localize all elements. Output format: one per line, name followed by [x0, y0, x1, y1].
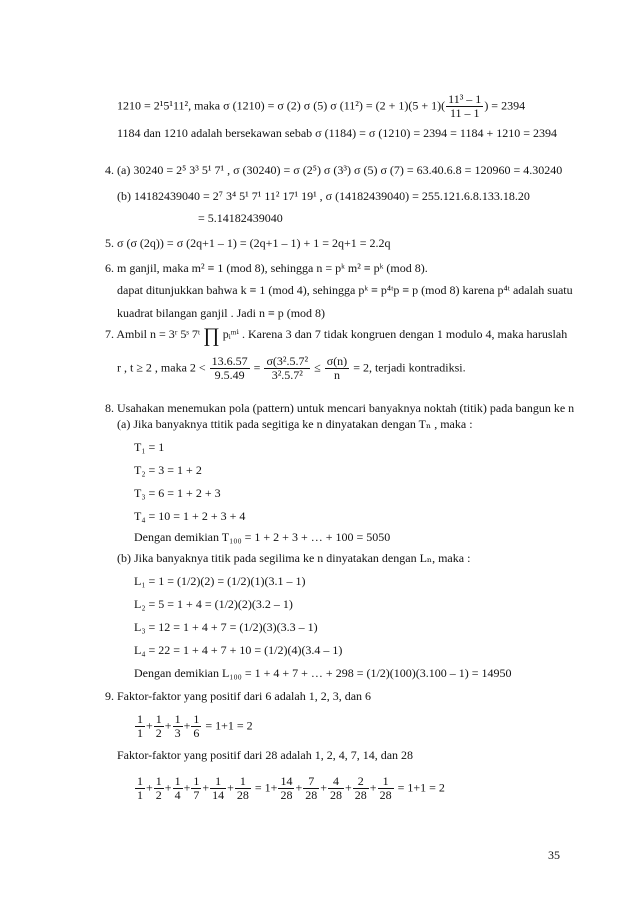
numerator: 2 [353, 775, 369, 789]
item-5: 5. σ (σ (2q)) = σ (2q+1 – 1) = (2q+1 – 1) + 1 = 2q+1 = 2.2q [105, 236, 391, 250]
item-6-line3: kuadrat bilangan ganjil . Jadi n ≡ p (mod 8) [117, 306, 326, 320]
fraction [173, 713, 183, 740]
denominator: 6 [193, 726, 200, 740]
product-symbol: ∏ [203, 324, 220, 347]
l2: L₂ = 5 = 1 + 4 = (1/2)(2)(3.2 – 1) [134, 597, 293, 611]
denominator: 28 [280, 788, 293, 802]
text: ≤ [314, 360, 321, 375]
denominator: 2 [155, 726, 162, 740]
numerator: 1 [137, 712, 143, 726]
item-6: 6. m ganjil, maka m² ≡ 1 (mod 8), sehingga n = pᵏ m² ≡ pᵏ (mod 8). [105, 261, 428, 275]
fraction [191, 713, 201, 740]
fraction [446, 93, 483, 120]
numerator: 1 [235, 775, 251, 789]
text: = 1+1 = 2 [397, 780, 445, 795]
l3: L₃ = 12 = 1 + 4 + 7 = (1/2)(3)(3.3 – 1) [134, 620, 318, 634]
item-7-line2 [117, 355, 466, 382]
fraction [353, 775, 369, 802]
numerator: 1 [155, 712, 162, 726]
page-number: 35 [548, 848, 560, 862]
numerator: 1 [210, 775, 226, 789]
item-8a: (a) Jika banyaknya ttitik pada segitiga ke n dinyatakan dengan Tₙ , maka : [117, 417, 473, 431]
denominator: 28 [354, 788, 367, 802]
denominator: n [333, 368, 340, 382]
fraction [303, 775, 319, 802]
t3: T₃ = 6 = 1 + 2 + 3 [134, 486, 221, 500]
t4: T₄ = 10 = 1 + 2 + 3 + 4 [134, 509, 246, 523]
denominator: 1 [137, 788, 143, 802]
fraction [264, 355, 310, 382]
denominator: 9.5.49 [214, 368, 245, 382]
fraction [378, 775, 394, 802]
item-6-line2: dapat ditunjukkan bahwa k ≡ 1 (mod 4), sehingga pᵏ ≡ p⁴ᵗp ≡ p (mod 8) karena p⁴ᵗ adalah suatu [117, 283, 573, 297]
line-1210-sigma [117, 93, 525, 120]
fraction [154, 775, 164, 802]
item-4b: (b) 14182439040 = 2⁷ 3⁴ 5¹ 7¹ 11² 17¹ 19¹ , σ (14182439040) = 255.121.6.8.133.18.20 [117, 189, 530, 203]
l1: L₁ = 1 = (1/2)(2) = (1/2)(1)(3.1 – 1) [134, 574, 306, 588]
denominator: 4 [174, 788, 181, 802]
denominator: 3².5.7² [271, 368, 303, 382]
item-4b-result: = 5.14182439040 [198, 211, 283, 225]
numerator: 1 [174, 712, 181, 726]
l4: L₄ = 22 = 1 + 4 + 7 + 10 = (1/2)(4)(3.4 – 1) [134, 643, 343, 657]
numerator: 11³ – 1 [448, 92, 482, 106]
fraction [235, 775, 251, 802]
item-4a: 4. (a) 30240 = 2⁵ 3³ 5¹ 7¹ , σ (30240) = σ (2⁵) σ (3³) σ (5) σ (7) = 63.40.6.8 = 120960 = 4.30240 [105, 163, 563, 177]
denominator: 28 [330, 788, 343, 802]
numerator: 13.6.57 [211, 354, 248, 368]
fraction [210, 355, 250, 382]
item-8b: (b) Jika banyaknya titik pada segilima ke n dinyatakan dengan Lₙ, maka : [117, 551, 471, 565]
denominator: 28 [305, 788, 318, 802]
denominator: 11 – 1 [449, 106, 480, 120]
numerator: 7 [303, 775, 319, 789]
numerator: 14 [280, 774, 293, 788]
denominator: 1 [137, 726, 143, 740]
sum-28: $\frac{1}{1}$ + $\frac{1}{2}$ + $\frac{1}{4}$ + $\frac{1}{7}$ + $\frac{1}{14}$ + $\frac{1}{28}$ = 1+ $\frac{14}{28}$ + $\frac{7}{28}$ + $\frac{4}{28}$ + $\frac{2}{28}$ + $\frac{1}{28}$ = 1+1 = 2 [137, 774, 445, 802]
numerator: 1 [193, 712, 200, 726]
fraction [278, 775, 294, 802]
fraction [325, 355, 349, 382]
numerator: 1 [137, 774, 143, 788]
line-bersekawan: 1184 dan 1210 adalah bersekawan sebab σ (1184) = σ (1210) = 2394 = 1184 + 1210 = 2394 [117, 126, 558, 140]
text: = 2, terjadi kontradiksi. [353, 360, 466, 375]
numerator: 4 [328, 775, 344, 789]
fraction [135, 713, 145, 740]
item-7 [105, 324, 568, 347]
fraction [173, 775, 183, 802]
numerator: 1 [378, 775, 394, 789]
denominator: 7 [193, 788, 200, 802]
denominator: 2 [155, 788, 162, 802]
text: = [253, 360, 261, 375]
denominator: 28 [379, 788, 392, 802]
numerator: 1 [155, 774, 162, 788]
text: pᵢᵐⁱ . Karena 3 dan 7 tidak kongruen dengan 1 modulo 4, maka haruslah [222, 327, 568, 341]
l100: Dengan demikian L₁₀₀ = 1 + 4 + 7 + … + 298 = (1/2)(100)(3.100 – 1) = 14950 [134, 666, 512, 680]
item-9-line2: Faktor-faktor yang positif dari 28 adalah 1, 2, 4, 7, 14, dan 28 [117, 748, 414, 762]
fraction [210, 775, 226, 802]
denominator: 28 [236, 788, 249, 802]
text: = 1+ [254, 780, 278, 795]
denominator: 14 [212, 788, 225, 802]
t100: Dengan demikian T₁₀₀ = 1 + 2 + 3 + … + 100 = 5050 [134, 530, 391, 544]
fraction [135, 775, 145, 802]
numerator: 1 [174, 774, 181, 788]
item-8: 8. Usahakan menemukan pola (pattern) untuk mencari banyaknya noktah (titik) pada bangun ke n [105, 401, 575, 415]
numerator: σ(3².5.7² [266, 354, 309, 368]
t1: T₁ = 1 [134, 440, 165, 454]
sum-6: $\frac{1}{1}$ + $\frac{1}{2}$ + $\frac{1}{3}$ + $\frac{1}{6}$ = 1+1 = 2 [137, 712, 253, 740]
text: 7. Ambil n = 3ʳ 5ˢ 7ᵗ [105, 327, 201, 341]
text: r , t ≥ 2 , maka 2 < [117, 360, 206, 375]
fraction [191, 775, 201, 802]
denominator: 3 [174, 726, 181, 740]
text: = 1+1 = 2 [205, 718, 253, 733]
t2: T₂ = 3 = 1 + 2 [134, 463, 202, 477]
text: 1210 = 2¹5¹11², maka σ (1210) = σ (2) σ (5) σ (11²) = (2 + 1)(5 + 1)( [117, 98, 446, 113]
text: ) = 2394 [484, 98, 526, 113]
fraction [328, 775, 344, 802]
numerator: 1 [193, 774, 200, 788]
numerator: σ(n) [326, 354, 348, 368]
item-9: 9. Faktor-faktor yang positif dari 6 adalah 1, 2, 3, dan 6 [105, 689, 372, 703]
fraction [154, 713, 164, 740]
